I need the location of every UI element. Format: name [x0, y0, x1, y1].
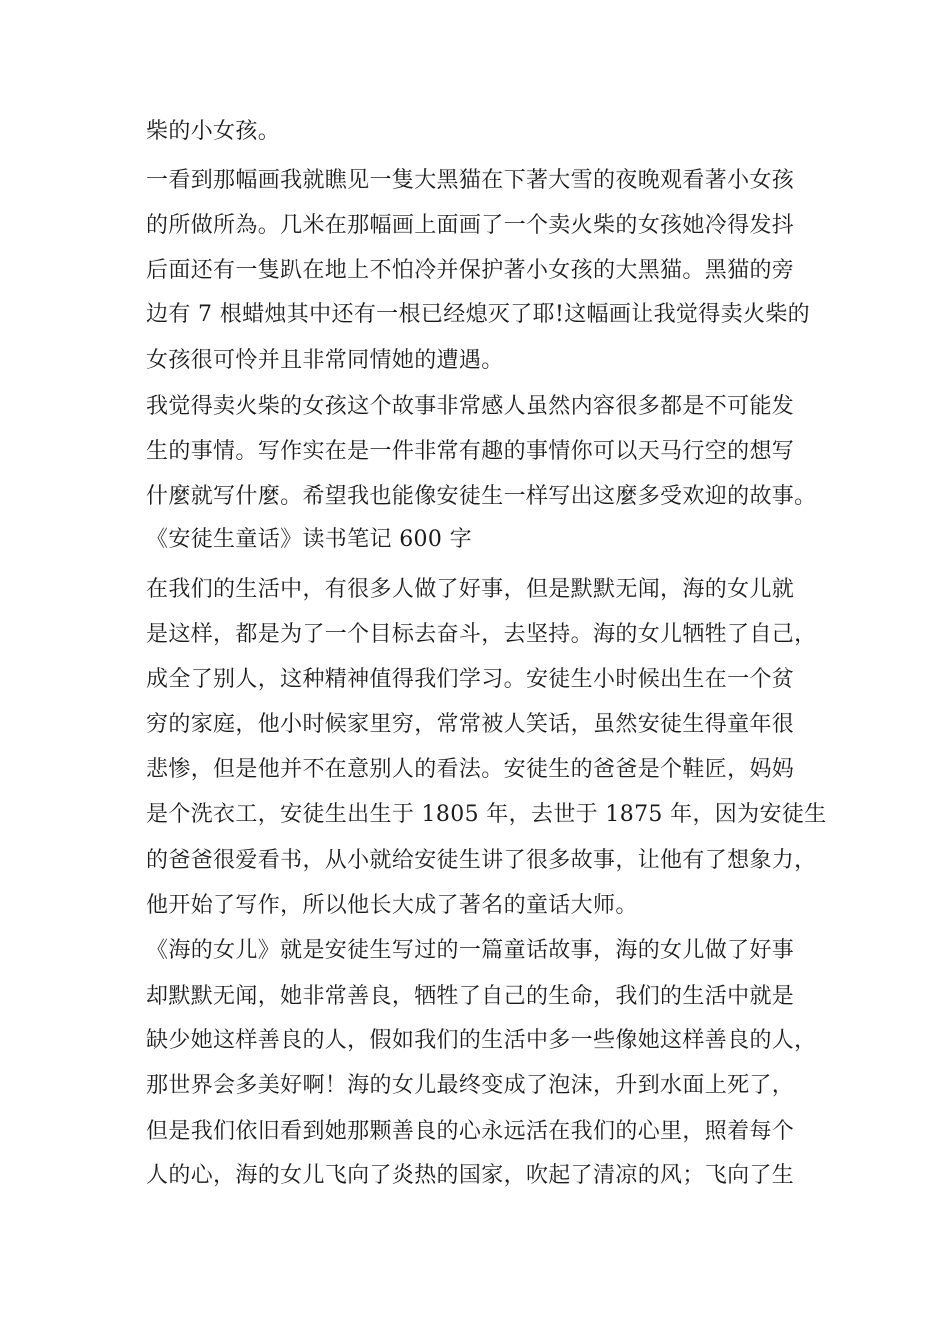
text-line: 后面还有一隻趴在地上不怕冷并保护著小女孩的大黑猫。黑猫的旁 — [146, 258, 795, 283]
text-line: 女孩很可怜并且非常同情她的遭遇。 — [146, 348, 504, 373]
text-line: 生的事情。写作实在是一件非常有趣的事情你可以天马行空的想写 — [146, 439, 795, 464]
text-line: 那世界会多美好啊！海的女儿最终变成了泡沫，升到水面上死了， — [146, 1073, 795, 1098]
text-line: 在我们的生活中，有很多人做了好事，但是默默无闻，海的女儿就 — [146, 577, 795, 602]
text-line: 的爸爸很爱看书，从小就给安徒生讲了很多故事，让他有了想象力， — [146, 848, 817, 873]
text-line: 却默默无闻，她非常善良，牺牲了自己的生命，我们的生活中就是 — [146, 984, 795, 1009]
text-line: 缺少她这样善良的人，假如我们的生活中多一些像她这样善良的人， — [146, 1028, 817, 1053]
text-line: 的所做所為。几米在那幅画上面画了一个卖火柴的女孩她冷得发抖 — [146, 213, 795, 238]
text-line: 人的心，海的女儿飞向了炎热的国家，吹起了清凉的风；飞向了生 — [146, 1163, 795, 1188]
text-line: 是这样，都是为了一个目标去奋斗，去坚持。海的女儿牺牲了自己， — [146, 622, 817, 647]
text-line: 我觉得卖火柴的女孩这个故事非常感人虽然内容很多都是不可能发 — [146, 394, 795, 419]
text-line: 边有 7 根蜡烛其中还有一根已经熄灭了耶!这幅画让我觉得卖火柴的 — [146, 302, 811, 327]
text-line: 悲惨，但是他并不在意别人的看法。安徒生的爸爸是个鞋匠，妈妈 — [146, 757, 795, 782]
section-heading: 《安徒生童话》读书笔记 600 字 — [146, 527, 472, 552]
text-line: 但是我们依旧看到她那颗善良的心永远活在我们的心里，照着每个 — [146, 1119, 795, 1144]
text-line: 穷的家庭，他小时候家里穷，常常被人笑话，虽然安徒生得童年很 — [146, 712, 795, 737]
text-line: 什麼就写什麼。希望我也能像安徒生一样写出这麼多受欢迎的故事。 — [146, 484, 817, 509]
text-line: 一看到那幅画我就瞧见一隻大黑猫在下著大雪的夜晚观看著小女孩 — [146, 168, 795, 193]
text-line: 他开始了写作，所以他长大成了著名的童话大师。 — [146, 893, 638, 918]
text-line: 是个洗衣工，安徒生出生于 1805 年，去世于 1875 年，因为安徒生 — [146, 802, 827, 827]
text-line: 成全了别人，这种精神值得我们学习。安徒生小时候出生在一个贫 — [146, 667, 795, 692]
text-line: 柴的小女孩。 — [146, 119, 281, 144]
text-line: 《海的女儿》就是安徒生写过的一篇童话故事，海的女儿做了好事 — [146, 938, 795, 963]
